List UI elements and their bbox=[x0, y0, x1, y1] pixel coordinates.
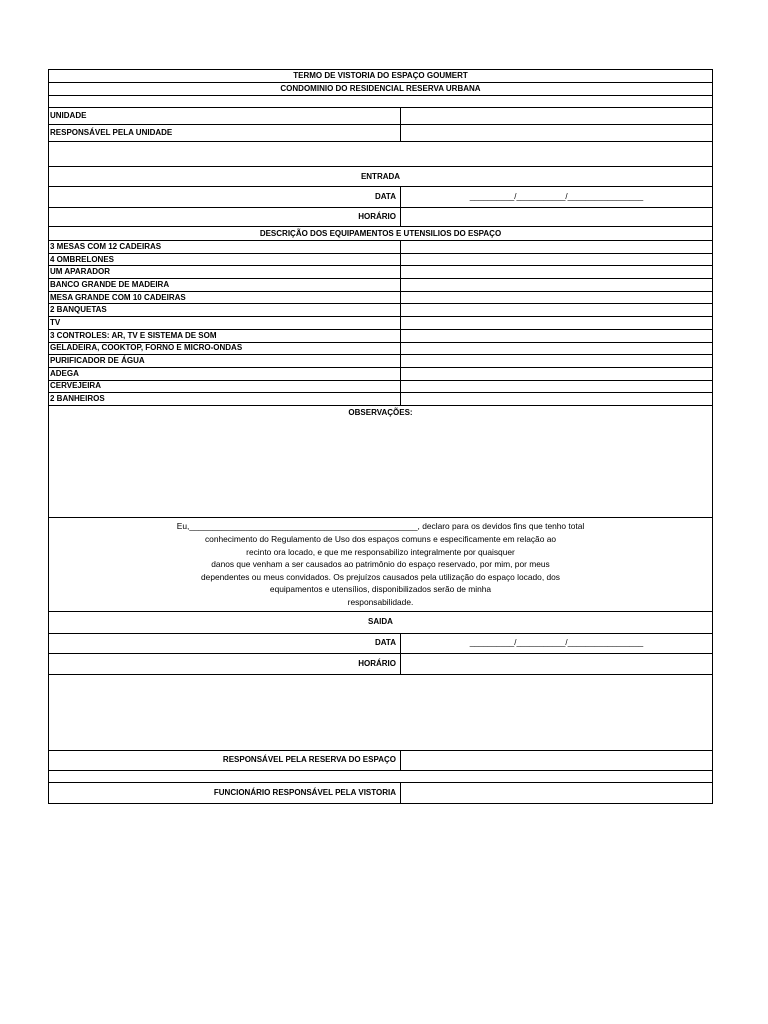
declaration-line: conhecimento do Regulamento de Uso dos espaços comuns e especificamente em relação ao bbox=[204, 533, 557, 544]
reserva-signature-field[interactable] bbox=[401, 751, 712, 770]
equipment-row bbox=[49, 317, 712, 330]
equipment-item-field[interactable] bbox=[401, 266, 712, 278]
equipment-item-field[interactable] bbox=[401, 381, 712, 393]
reserva-signature-label: RESPONSÁVEL PELA RESERVA DO ESPAÇO bbox=[49, 751, 401, 770]
entrada-title: ENTRADA bbox=[360, 171, 401, 181]
unidade-row bbox=[49, 108, 712, 125]
saida-data-label: DATA bbox=[49, 634, 401, 653]
equipment-row bbox=[49, 266, 712, 279]
saida-data-field[interactable] bbox=[401, 634, 712, 653]
equipment-item-label: PURIFICADOR DE ÁGUA bbox=[49, 355, 401, 367]
equipment-item-field[interactable] bbox=[401, 241, 712, 253]
entrada-horario-label: HORÁRIO bbox=[49, 208, 401, 226]
saida-horario-row bbox=[49, 654, 712, 675]
entrada-title-row bbox=[49, 167, 712, 187]
equipment-row bbox=[49, 241, 712, 254]
form-subtitle: CONDOMINIO DO RESIDENCIAL RESERVA URBANA bbox=[280, 84, 481, 93]
form-title-row bbox=[49, 70, 712, 83]
equipment-item-label: 3 CONTROLES: AR, TV E SISTEMA DE SOM bbox=[49, 330, 401, 342]
reserva-signature-row bbox=[49, 751, 712, 771]
form-subtitle-row bbox=[49, 83, 712, 96]
entrada-data-value: __________/___________/_________________ bbox=[469, 192, 644, 201]
declaration-line: dependentes ou meus convidados. Os prejuízos causados pela utilização do espaço locado, dos bbox=[201, 571, 560, 582]
equipment-item-field[interactable] bbox=[401, 330, 712, 342]
blank-area bbox=[49, 675, 712, 751]
equipment-item-label: BANCO GRANDE DE MADEIRA bbox=[49, 279, 401, 291]
equipment-item-field[interactable] bbox=[401, 292, 712, 304]
entrada-data-field[interactable] bbox=[401, 187, 712, 207]
equipment-item-field[interactable] bbox=[401, 254, 712, 266]
saida-data-value: __________/___________/_________________ bbox=[469, 638, 644, 648]
entrada-horario-field[interactable] bbox=[401, 208, 712, 226]
unidade-label: UNIDADE bbox=[49, 108, 401, 124]
funcionario-signature-row bbox=[49, 783, 712, 803]
declaration-line: danos que venham a ser causados ao patrimônio do espaço reservado, por mim, por meus bbox=[211, 559, 550, 570]
equipment-item-label: 2 BANHEIROS bbox=[49, 393, 401, 405]
observacoes-label: OBSERVAÇÕES: bbox=[348, 407, 413, 417]
saida-title: SAIDA bbox=[368, 617, 393, 627]
saida-data-row bbox=[49, 634, 712, 654]
inspection-form bbox=[48, 69, 713, 804]
equipment-row bbox=[49, 393, 712, 406]
equipment-row bbox=[49, 279, 712, 292]
equipment-item-label: GELADEIRA, COOKTOP, FORNO E MICRO-ONDAS bbox=[49, 343, 401, 355]
equipment-row bbox=[49, 343, 712, 356]
equipment-title: DESCRIÇÃO DOS EQUIPAMENTOS E UTENSILIOS DO ESPAÇO bbox=[259, 228, 502, 238]
declaration-line: responsabilidade. bbox=[347, 596, 414, 607]
form-title: TERMO DE VISTORIA DO ESPAÇO GOUMERT bbox=[293, 71, 468, 80]
equipment-item-label: CERVEJEIRA bbox=[49, 381, 401, 393]
responsavel-unidade-row bbox=[49, 125, 712, 142]
funcionario-signature-field[interactable] bbox=[401, 783, 712, 803]
entrada-horario-row bbox=[49, 208, 712, 227]
equipment-row bbox=[49, 355, 712, 368]
saida-horario-label: HORÁRIO bbox=[49, 654, 401, 674]
equipment-item-field[interactable] bbox=[401, 355, 712, 367]
equipment-item-label: ADEGA bbox=[49, 368, 401, 380]
declaration-line: Eu,_________________________________________________, declaro para os devidos fins que tenho total bbox=[176, 521, 585, 532]
unidade-field[interactable] bbox=[401, 108, 712, 124]
equipment-item-label: 2 BANQUETAS bbox=[49, 304, 401, 316]
equipment-row bbox=[49, 330, 712, 343]
equipment-row bbox=[49, 304, 712, 317]
funcionario-signature-label: FUNCIONÁRIO RESPONSÁVEL PELA VISTORIA bbox=[49, 783, 401, 803]
blank-row bbox=[49, 771, 712, 783]
saida-horario-field[interactable] bbox=[401, 654, 712, 674]
equipment-item-field[interactable] bbox=[401, 279, 712, 291]
saida-title-row bbox=[49, 612, 712, 634]
equipment-row bbox=[49, 381, 712, 394]
equipment-item-field[interactable] bbox=[401, 343, 712, 355]
declaration-box bbox=[49, 518, 712, 612]
equipment-title-row bbox=[49, 227, 712, 241]
entrada-data-row bbox=[49, 187, 712, 208]
equipment-item-field[interactable] bbox=[401, 393, 712, 405]
responsavel-unidade-field[interactable] bbox=[401, 125, 712, 141]
blank-row bbox=[49, 96, 712, 108]
equipment-item-label: 4 OMBRELONES bbox=[49, 254, 401, 266]
equipment-row bbox=[49, 254, 712, 267]
equipment-item-label: UM APARADOR bbox=[49, 266, 401, 278]
equipment-item-field[interactable] bbox=[401, 304, 712, 316]
declaration-line: equipamentos e utensílios, disponibilizados serão de minha bbox=[269, 584, 492, 595]
responsavel-unidade-label: RESPONSÁVEL PELA UNIDADE bbox=[49, 125, 401, 141]
equipment-item-field[interactable] bbox=[401, 368, 712, 380]
equipment-row bbox=[49, 292, 712, 305]
blank-row bbox=[49, 142, 712, 167]
equipment-row bbox=[49, 368, 712, 381]
declaration-text bbox=[146, 520, 616, 608]
equipment-item-field[interactable] bbox=[401, 317, 712, 329]
equipment-item-label: 3 MESAS COM 12 CADEIRAS bbox=[49, 241, 401, 253]
declaration-line: recinto ora locado, e que me responsabilizo integralmente por quaisquer bbox=[246, 546, 515, 557]
entrada-data-label: DATA bbox=[49, 187, 401, 207]
equipment-item-label: TV bbox=[49, 317, 401, 329]
observacoes-box[interactable] bbox=[49, 406, 712, 518]
equipment-item-label: MESA GRANDE COM 10 CADEIRAS bbox=[49, 292, 401, 304]
